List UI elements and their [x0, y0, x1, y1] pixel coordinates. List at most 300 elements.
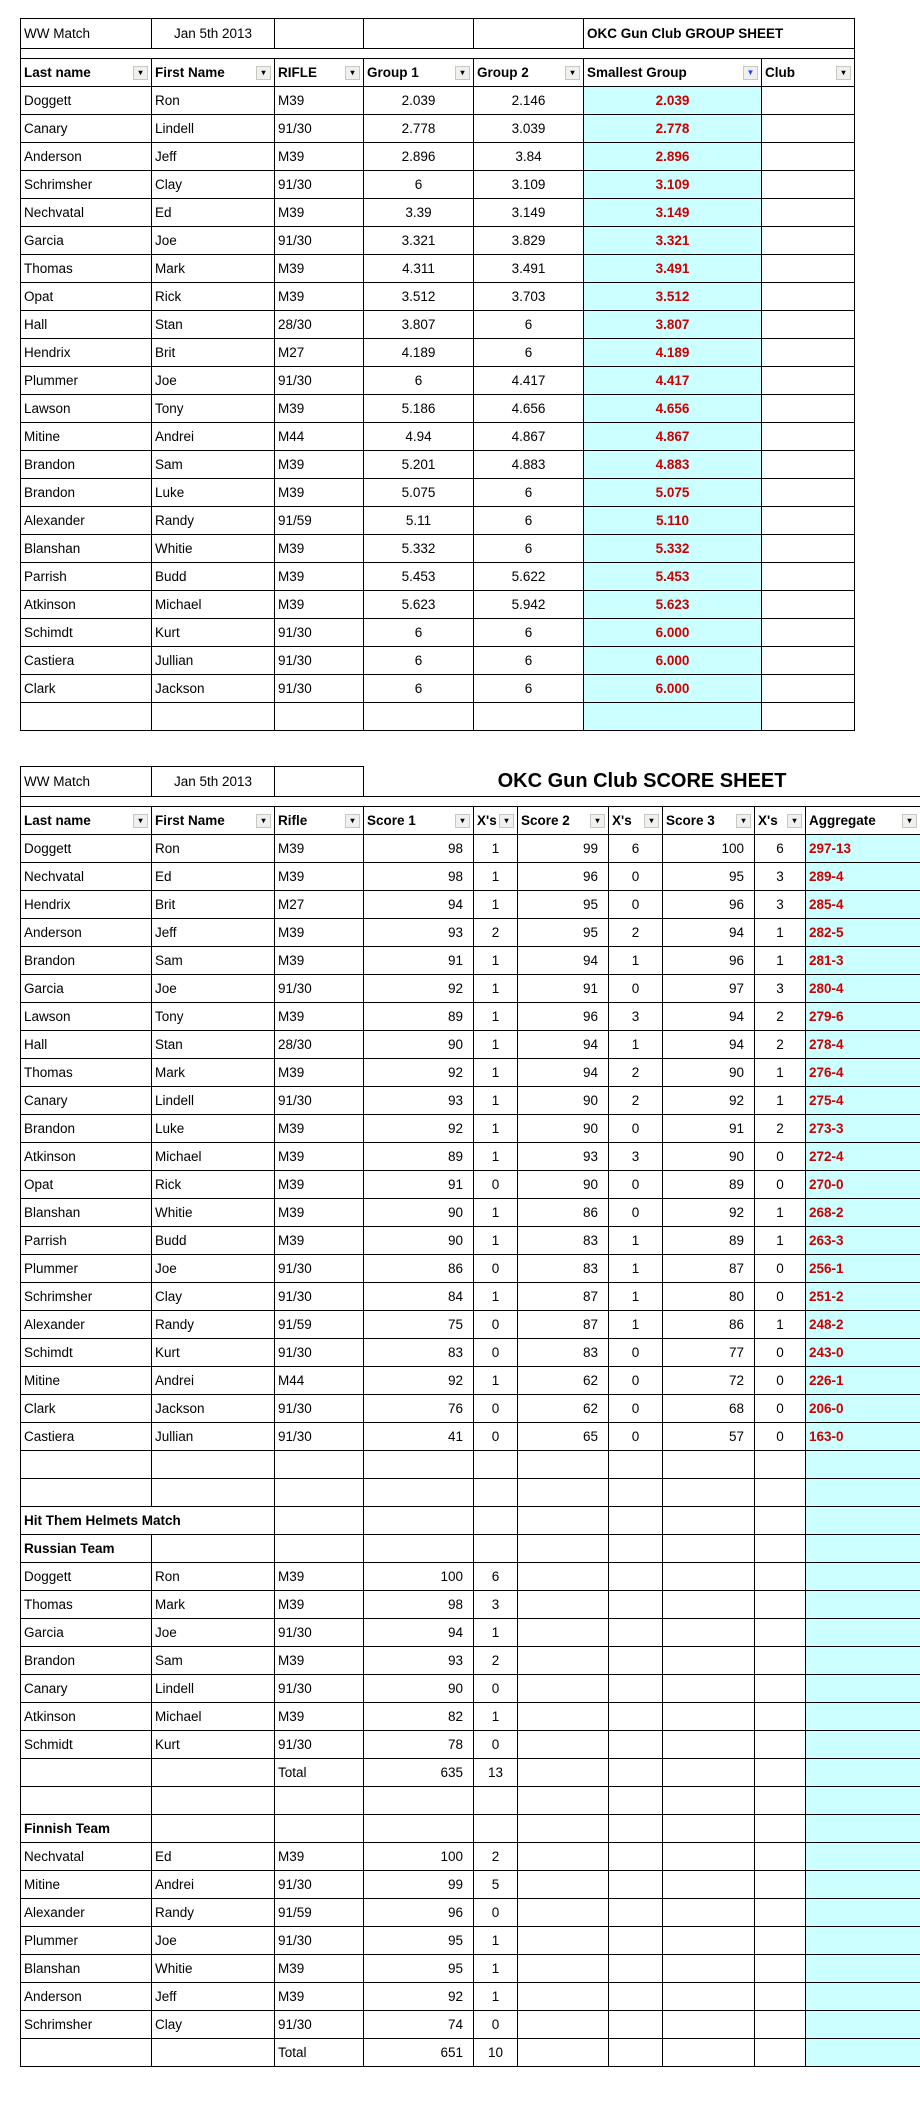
first-name-cell: Rick	[152, 283, 275, 311]
empty-cell	[518, 1591, 609, 1619]
empty-cell	[806, 1955, 920, 1983]
team-member-row	[21, 1731, 920, 1759]
first-name-cell: Jullian	[152, 1423, 275, 1451]
empty-cell	[609, 1507, 663, 1535]
team-title-row	[21, 1535, 920, 1563]
empty-cell	[275, 1787, 364, 1815]
x2-cell: 0	[609, 1171, 663, 1199]
empty-cell	[755, 1871, 806, 1899]
helmets-match-title: Hit Them Helmets Match	[21, 1507, 275, 1535]
rifle-cell: 91/30	[275, 115, 364, 143]
aggregate-cell: 275-4	[806, 1087, 920, 1115]
score-cell: 78	[364, 1731, 474, 1759]
empty-cell	[755, 1619, 806, 1647]
last-name-cell: Hendrix	[21, 339, 152, 367]
club-cell	[762, 115, 855, 143]
rifle-cell: M39	[275, 1563, 364, 1591]
group1-cell: 6	[364, 619, 474, 647]
smallest-group-cell: 3.109	[584, 171, 762, 199]
table-row	[21, 227, 855, 255]
column-header-x-s: X's ▾	[609, 807, 663, 835]
x2-cell: 0	[609, 1115, 663, 1143]
x3-cell: 1	[755, 1199, 806, 1227]
group1-cell: 6	[364, 171, 474, 199]
total-score-cell: 635	[364, 1759, 474, 1787]
rifle-cell: M44	[275, 423, 364, 451]
score-cell: 94	[364, 1619, 474, 1647]
total-x-cell: 13	[474, 1759, 518, 1787]
empty-cell	[755, 2039, 806, 2067]
score2-cell: 96	[518, 1003, 609, 1031]
rifle-cell: M27	[275, 891, 364, 919]
empty-cell	[21, 1759, 152, 1787]
empty-cell	[755, 2011, 806, 2039]
aggregate-cell: 281-3	[806, 947, 920, 975]
x-count-cell: 2	[474, 1647, 518, 1675]
score3-cell: 96	[663, 947, 755, 975]
x3-cell: 3	[755, 975, 806, 1003]
column-header-last-name: Last name ▾	[21, 807, 152, 835]
table-row	[21, 947, 920, 975]
table-row	[21, 451, 855, 479]
group1-cell: 3.39	[364, 199, 474, 227]
empty-cell	[474, 1815, 518, 1843]
last-name-cell: Mitine	[21, 1871, 152, 1899]
empty-cell	[474, 1507, 518, 1535]
score1-cell: 90	[364, 1199, 474, 1227]
last-name-cell: Doggett	[21, 835, 152, 863]
first-name-cell: Tony	[152, 395, 275, 423]
group-date-label: Jan 5th 2013	[152, 19, 275, 49]
last-name-cell: Canary	[21, 115, 152, 143]
rifle-cell: 91/30	[275, 1283, 364, 1311]
filter-dropdown-icon[interactable]: ▾	[736, 814, 751, 828]
filter-dropdown-icon[interactable]: ▾	[455, 66, 470, 80]
x3-cell: 0	[755, 1339, 806, 1367]
empty-cell	[663, 1647, 755, 1675]
empty-cell	[609, 1815, 663, 1843]
score-cell: 100	[364, 1563, 474, 1591]
score1-cell: 98	[364, 835, 474, 863]
x1-cell: 0	[474, 1423, 518, 1451]
filter-dropdown-icon[interactable]: ▾	[836, 66, 851, 80]
score1-cell: 94	[364, 891, 474, 919]
empty-cell	[518, 1955, 609, 1983]
filter-dropdown-icon[interactable]: ▾	[133, 66, 148, 80]
rifle-cell: M39	[275, 395, 364, 423]
filter-dropdown-icon[interactable]: ▾	[565, 66, 580, 80]
x1-cell: 1	[474, 1143, 518, 1171]
filter-dropdown-icon[interactable]: ▾	[256, 814, 271, 828]
table-row	[21, 1003, 920, 1031]
empty-cell	[518, 1787, 609, 1815]
first-name-cell: Sam	[152, 1647, 275, 1675]
aggregate-cell: 263-3	[806, 1227, 920, 1255]
aggregate-cell: 268-2	[806, 1199, 920, 1227]
empty-cell	[609, 1647, 663, 1675]
score1-cell: 92	[364, 1367, 474, 1395]
x-count-cell: 1	[474, 1619, 518, 1647]
last-name-cell: Lawson	[21, 395, 152, 423]
club-cell	[762, 479, 855, 507]
x1-cell: 1	[474, 1283, 518, 1311]
empty-cell	[609, 1899, 663, 1927]
x3-cell: 1	[755, 1227, 806, 1255]
first-name-cell: Kurt	[152, 619, 275, 647]
last-name-cell: Schimdt	[21, 619, 152, 647]
empty-cell	[364, 1815, 474, 1843]
filter-dropdown-icon[interactable]: ▾	[902, 814, 917, 828]
group2-cell: 3.491	[474, 255, 584, 283]
empty-cell	[364, 1507, 474, 1535]
group2-cell: 6	[474, 479, 584, 507]
x3-cell: 1	[755, 1059, 806, 1087]
group2-cell: 5.942	[474, 591, 584, 619]
score1-cell: 75	[364, 1311, 474, 1339]
score-cell: 74	[364, 2011, 474, 2039]
score1-cell: 92	[364, 1059, 474, 1087]
last-name-cell: Alexander	[21, 1899, 152, 1927]
last-name-cell: Schmidt	[21, 1731, 152, 1759]
x1-cell: 1	[474, 863, 518, 891]
table-row	[21, 535, 855, 563]
rifle-cell: M39	[275, 199, 364, 227]
score3-cell: 57	[663, 1423, 755, 1451]
last-name-cell: Garcia	[21, 975, 152, 1003]
empty-cell	[755, 1787, 806, 1815]
x3-cell: 1	[755, 947, 806, 975]
empty-cell	[755, 1703, 806, 1731]
aggregate-cell: 243-0	[806, 1339, 920, 1367]
first-name-cell: Brit	[152, 339, 275, 367]
score2-cell: 83	[518, 1255, 609, 1283]
score1-cell: 92	[364, 1115, 474, 1143]
score-cell: 92	[364, 1983, 474, 2011]
empty-cell	[806, 1731, 920, 1759]
last-name-cell: Clark	[21, 1395, 152, 1423]
rifle-cell: M39	[275, 479, 364, 507]
score1-cell: 90	[364, 1227, 474, 1255]
group1-cell: 6	[364, 367, 474, 395]
team-member-row	[21, 2011, 920, 2039]
last-name-cell: Castiera	[21, 1423, 152, 1451]
team-name: Finnish Team	[21, 1815, 152, 1843]
x3-cell: 0	[755, 1171, 806, 1199]
table-row	[21, 311, 855, 339]
team-member-row	[21, 1843, 920, 1871]
score-cell: 82	[364, 1703, 474, 1731]
table-row	[21, 367, 855, 395]
last-name-cell: Canary	[21, 1675, 152, 1703]
first-name-cell: Stan	[152, 1031, 275, 1059]
column-header-score-1: Score 1 ▾	[364, 807, 474, 835]
filter-dropdown-icon[interactable]: ▾	[590, 814, 605, 828]
empty-cell	[663, 1591, 755, 1619]
smallest-group-cell: 3.149	[584, 199, 762, 227]
filter-dropdown-icon[interactable]: ▾	[499, 814, 514, 828]
rifle-cell: M39	[275, 451, 364, 479]
group-header-row	[21, 59, 855, 87]
empty-cell	[518, 1731, 609, 1759]
last-name-cell: Doggett	[21, 1563, 152, 1591]
score-cell: 90	[364, 1675, 474, 1703]
team-member-row	[21, 1675, 920, 1703]
empty-cell	[663, 1899, 755, 1927]
group1-cell: 5.332	[364, 535, 474, 563]
score2-cell: 62	[518, 1367, 609, 1395]
rifle-cell: 91/30	[275, 647, 364, 675]
empty-cell	[474, 1535, 518, 1563]
empty-cell	[755, 1815, 806, 1843]
rifle-cell: M39	[275, 1227, 364, 1255]
score3-cell: 100	[663, 835, 755, 863]
first-name-cell: Joe	[152, 975, 275, 1003]
group2-cell: 4.883	[474, 451, 584, 479]
first-name-cell: Andrei	[152, 1871, 275, 1899]
score2-cell: 87	[518, 1283, 609, 1311]
score3-cell: 89	[663, 1227, 755, 1255]
empty-cell	[663, 1843, 755, 1871]
empty-cell	[152, 1479, 275, 1507]
empty-cell	[609, 2039, 663, 2067]
empty-cell	[609, 1731, 663, 1759]
group2-cell: 3.109	[474, 171, 584, 199]
x1-cell: 1	[474, 1115, 518, 1143]
team-member-row	[21, 1619, 920, 1647]
empty-cell	[275, 19, 364, 49]
club-cell	[762, 535, 855, 563]
score1-cell: 98	[364, 863, 474, 891]
score2-cell: 62	[518, 1395, 609, 1423]
last-name-cell: Parrish	[21, 1227, 152, 1255]
club-cell	[762, 563, 855, 591]
column-header-group-1: Group 1 ▾	[364, 59, 474, 87]
x2-cell: 0	[609, 1367, 663, 1395]
x1-cell: 1	[474, 947, 518, 975]
team-member-row	[21, 1647, 920, 1675]
filter-dropdown-icon[interactable]: ▾	[256, 66, 271, 80]
empty-cell	[609, 1535, 663, 1563]
empty-cell	[474, 703, 584, 731]
filter-dropdown-icon[interactable]: ▾	[644, 814, 659, 828]
club-cell	[762, 619, 855, 647]
empty-cell	[518, 1647, 609, 1675]
rifle-cell: M39	[275, 255, 364, 283]
group2-cell: 6	[474, 311, 584, 339]
score1-cell: 91	[364, 1171, 474, 1199]
last-name-cell: Thomas	[21, 1059, 152, 1087]
first-name-cell: Andrei	[152, 423, 275, 451]
last-name-cell: Thomas	[21, 255, 152, 283]
filter-dropdown-icon[interactable]: ▾	[345, 66, 360, 80]
filter-dropdown-icon[interactable]: ▾	[787, 814, 802, 828]
smallest-group-cell: 5.332	[584, 535, 762, 563]
x1-cell: 0	[474, 1171, 518, 1199]
table-row	[21, 591, 855, 619]
last-name-cell: Schrimsher	[21, 171, 152, 199]
column-header-aggregate: Aggregate ▾	[806, 807, 920, 835]
first-name-cell: Lindell	[152, 1675, 275, 1703]
aggregate-cell: 278-4	[806, 1031, 920, 1059]
x3-cell: 0	[755, 1143, 806, 1171]
score2-cell: 96	[518, 863, 609, 891]
group2-cell: 6	[474, 647, 584, 675]
x1-cell: 1	[474, 1199, 518, 1227]
table-row	[21, 1423, 920, 1451]
empty-cell	[663, 1675, 755, 1703]
x-count-cell: 0	[474, 1899, 518, 1927]
score3-cell: 91	[663, 1115, 755, 1143]
column-header-rifle: Rifle ▾	[275, 807, 364, 835]
empty-cell	[755, 1535, 806, 1563]
club-cell	[762, 227, 855, 255]
empty-cell	[806, 1619, 920, 1647]
aggregate-cell: 251-2	[806, 1283, 920, 1311]
first-name-cell: Whitie	[152, 1955, 275, 1983]
last-name-cell: Blanshan	[21, 1955, 152, 1983]
empty-cell	[518, 1703, 609, 1731]
empty-cell	[364, 1451, 474, 1479]
x3-cell: 3	[755, 863, 806, 891]
x-count-cell: 1	[474, 1703, 518, 1731]
score1-cell: 91	[364, 947, 474, 975]
table-row	[21, 87, 855, 115]
x2-cell: 1	[609, 947, 663, 975]
team-member-row	[21, 1899, 920, 1927]
empty-cell	[364, 1479, 474, 1507]
filter-dropdown-icon[interactable]: ▾	[455, 814, 470, 828]
x2-cell: 6	[609, 835, 663, 863]
score1-cell: 86	[364, 1255, 474, 1283]
empty-cell	[609, 1927, 663, 1955]
team-member-row	[21, 1703, 920, 1731]
rifle-cell: 91/30	[275, 1619, 364, 1647]
aggregate-cell: 272-4	[806, 1143, 920, 1171]
score2-cell: 99	[518, 835, 609, 863]
empty-cell	[663, 1731, 755, 1759]
last-name-cell: Alexander	[21, 507, 152, 535]
rifle-cell: M39	[275, 1143, 364, 1171]
table-row	[21, 919, 920, 947]
rifle-cell: M39	[275, 1983, 364, 2011]
last-name-cell: Brandon	[21, 451, 152, 479]
rifle-cell: M39	[275, 143, 364, 171]
empty-cell	[663, 1451, 755, 1479]
rifle-cell: M39	[275, 87, 364, 115]
first-name-cell: Jeff	[152, 143, 275, 171]
rifle-cell: M39	[275, 1003, 364, 1031]
first-name-cell: Ron	[152, 87, 275, 115]
first-name-cell: Kurt	[152, 1339, 275, 1367]
club-cell	[762, 283, 855, 311]
empty-cell	[663, 1871, 755, 1899]
team-member-row	[21, 1871, 920, 1899]
x3-cell: 1	[755, 1311, 806, 1339]
rifle-cell: M39	[275, 1703, 364, 1731]
score3-cell: 68	[663, 1395, 755, 1423]
first-name-cell: Joe	[152, 227, 275, 255]
first-name-cell: Joe	[152, 1619, 275, 1647]
table-row	[21, 395, 855, 423]
club-cell	[762, 367, 855, 395]
rifle-cell: M39	[275, 1171, 364, 1199]
smallest-group-cell: 2.778	[584, 115, 762, 143]
aggregate-cell: 280-4	[806, 975, 920, 1003]
last-name-cell: Plummer	[21, 1927, 152, 1955]
empty-cell	[755, 1479, 806, 1507]
x1-cell: 1	[474, 835, 518, 863]
first-name-cell: Randy	[152, 1899, 275, 1927]
table-row	[21, 1395, 920, 1423]
score-cell: 93	[364, 1647, 474, 1675]
smallest-group-cell: 5.453	[584, 563, 762, 591]
group2-cell: 5.622	[474, 563, 584, 591]
empty-cell	[609, 1451, 663, 1479]
group1-cell: 2.039	[364, 87, 474, 115]
group-event-label: WW Match	[21, 19, 152, 49]
table-row	[21, 863, 920, 891]
x3-cell: 3	[755, 891, 806, 919]
table-row	[21, 703, 855, 731]
smallest-group-cell: 5.623	[584, 591, 762, 619]
filter-dropdown-icon[interactable]: ▾	[133, 814, 148, 828]
club-cell	[762, 199, 855, 227]
column-header-x-s: X's ▾	[755, 807, 806, 835]
last-name-cell: Nechvatal	[21, 199, 152, 227]
smallest-group-cell: 5.075	[584, 479, 762, 507]
score3-cell: 89	[663, 1171, 755, 1199]
first-name-cell: Mark	[152, 1059, 275, 1087]
score2-cell: 93	[518, 1143, 609, 1171]
total-label: Total	[275, 1759, 364, 1787]
rifle-cell: 91/30	[275, 367, 364, 395]
empty-cell	[518, 1759, 609, 1787]
table-row	[21, 171, 855, 199]
x-count-cell: 0	[474, 1731, 518, 1759]
first-name-cell: Michael	[152, 1703, 275, 1731]
last-name-cell: Schrimsher	[21, 1283, 152, 1311]
empty-cell	[663, 1703, 755, 1731]
table-row	[21, 1479, 920, 1507]
rifle-cell: M39	[275, 1647, 364, 1675]
table-row	[21, 835, 920, 863]
rifle-cell: M39	[275, 863, 364, 891]
x3-cell: 0	[755, 1395, 806, 1423]
x1-cell: 1	[474, 1367, 518, 1395]
x1-cell: 1	[474, 1031, 518, 1059]
group2-cell: 3.039	[474, 115, 584, 143]
smallest-group-cell: 4.656	[584, 395, 762, 423]
smallest-group-cell: 3.512	[584, 283, 762, 311]
club-cell	[762, 423, 855, 451]
x1-cell: 1	[474, 1227, 518, 1255]
group2-cell: 4.867	[474, 423, 584, 451]
filter-dropdown-icon[interactable]: ▾	[345, 814, 360, 828]
score1-cell: 89	[364, 1143, 474, 1171]
club-cell	[762, 451, 855, 479]
empty-cell	[806, 1647, 920, 1675]
filter-dropdown-icon[interactable]: ▼	[743, 66, 758, 80]
club-cell	[762, 647, 855, 675]
empty-cell	[806, 1535, 920, 1563]
empty-cell	[806, 1507, 920, 1535]
x3-cell: 1	[755, 919, 806, 947]
x3-cell: 0	[755, 1423, 806, 1451]
first-name-cell: Ed	[152, 1843, 275, 1871]
group1-cell: 4.311	[364, 255, 474, 283]
aggregate-cell: 248-2	[806, 1311, 920, 1339]
empty-cell	[663, 1787, 755, 1815]
